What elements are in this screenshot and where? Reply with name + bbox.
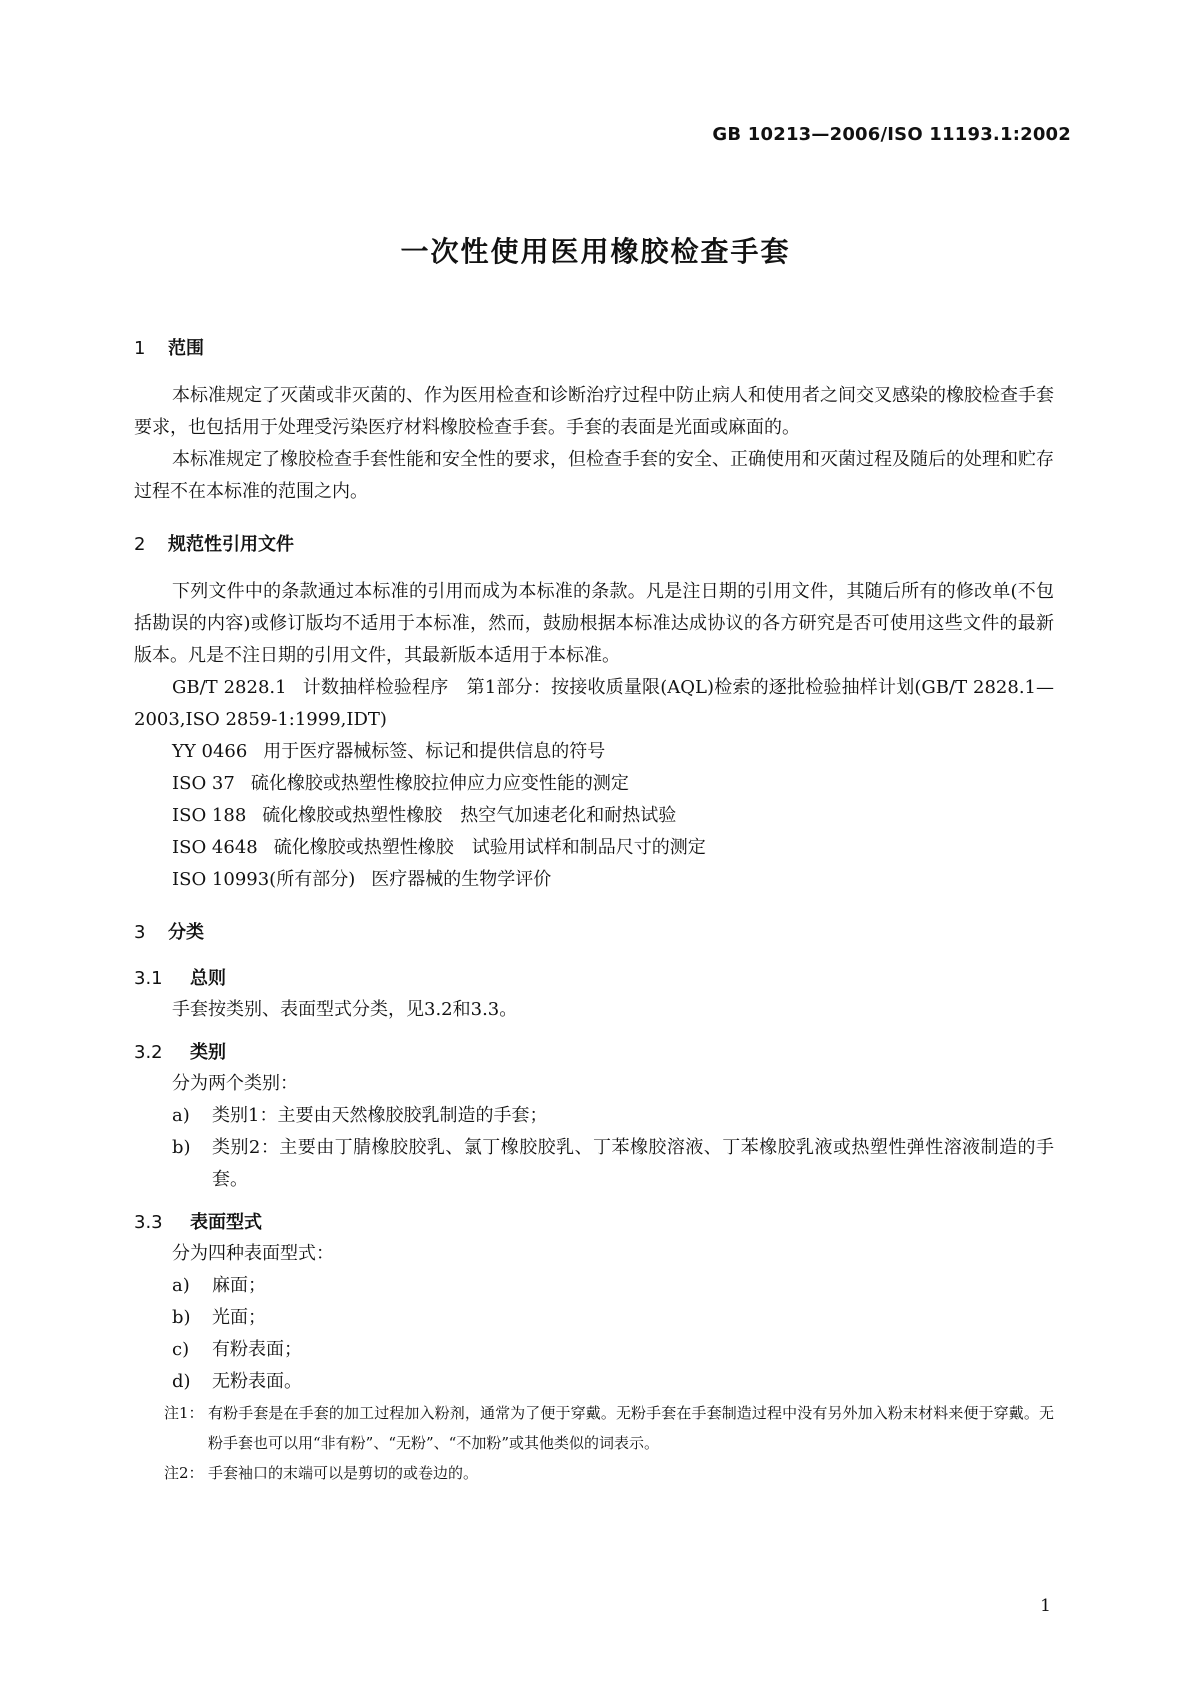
reference-item xyxy=(134,832,1054,864)
reference-title: 计数抽样检验程序 第1部分：按接收质量限(AQL)检索的逐批检验抽样计划(GB/T 2828.1—2003,ISO 2859-1:1999,IDT) xyxy=(134,677,1054,730)
subsection-title: 表面型式 xyxy=(190,1212,262,1233)
subsection-title: 总则 xyxy=(190,968,226,989)
list-item xyxy=(134,1334,1054,1366)
list-item xyxy=(134,1270,1054,1302)
section-3-heading xyxy=(134,918,1054,944)
reference-item xyxy=(134,768,1054,800)
section-number: 2 xyxy=(134,534,146,555)
page-number: 1 xyxy=(1040,1596,1051,1616)
note xyxy=(134,1458,1054,1488)
subsection-number: 3.1 xyxy=(134,968,163,989)
reference-title: 硫化橡胶或热塑性橡胶 热空气加速老化和耐热试验 xyxy=(262,805,677,826)
list-item xyxy=(134,1132,1054,1196)
scope-paragraph: 本标准规定了灭菌或非灭菌的、作为医用检查和诊断治疗过程中防止病人和使用者之间交叉感染的橡胶检查手套要求，也包括用于处理受污染医疗材料橡胶检查手套。手套的表面是光面或麻面的。 xyxy=(134,385,1054,438)
list-marker: d) xyxy=(172,1371,191,1392)
reference-code: ISO 37 xyxy=(172,773,235,794)
reference-code: GB/T 2828.1 xyxy=(172,677,287,698)
reference-title: 用于医疗器械标签、标记和提供信息的符号 xyxy=(263,741,606,762)
section-2-heading xyxy=(134,530,1054,556)
list-marker: c) xyxy=(172,1339,190,1360)
list-item xyxy=(134,1366,1054,1398)
reference-title: 医疗器械的生物学评价 xyxy=(371,869,552,890)
section-number: 3 xyxy=(134,922,146,943)
reference-code: ISO 10993(所有部分) xyxy=(172,869,356,890)
document-body xyxy=(134,334,1054,1488)
note xyxy=(134,1398,1054,1458)
list-marker: a) xyxy=(172,1105,190,1126)
reference-title: 硫化橡胶或热塑性橡胶拉伸应力应变性能的测定 xyxy=(250,773,629,794)
general-text: 手套按类别、表面型式分类，见3.2和3.3。 xyxy=(172,999,518,1020)
subsection-number: 3.3 xyxy=(134,1212,163,1233)
section-title: 范围 xyxy=(168,338,204,359)
list-text: 麻面； xyxy=(212,1275,266,1296)
subsection-title: 类别 xyxy=(190,1042,226,1063)
list-text: 类别1：主要由天然橡胶胶乳制造的手套； xyxy=(212,1105,548,1126)
reference-item xyxy=(134,672,1054,736)
reference-title: 硫化橡胶或热塑性橡胶 试验用试样和制品尺寸的测定 xyxy=(273,837,706,858)
subsection-3-3-heading xyxy=(134,1208,1054,1234)
subsection-3-2-heading xyxy=(134,1038,1054,1064)
list-item xyxy=(134,1302,1054,1334)
list-text: 类别2：主要由丁腈橡胶胶乳、氯丁橡胶胶乳、丁苯橡胶溶液、丁苯橡胶乳液或热塑性弹性溶液制造的手套。 xyxy=(212,1137,1054,1190)
section-number: 1 xyxy=(134,338,146,359)
note-label: 注1： xyxy=(164,1404,204,1422)
list-text: 有粉表面； xyxy=(212,1339,302,1360)
subsection-number: 3.2 xyxy=(134,1042,163,1063)
reference-item xyxy=(134,736,1054,768)
standard-code: GB 10213—2006/ISO 11193.1:2002 xyxy=(712,124,1071,145)
reference-code: ISO 188 xyxy=(172,805,247,826)
list-item xyxy=(134,1100,1054,1132)
subsection-3-1-heading xyxy=(134,964,1054,990)
reference-code: YY 0466 xyxy=(172,741,248,762)
reference-item xyxy=(134,800,1054,832)
category-lead: 分为两个类别： xyxy=(172,1073,298,1094)
section-title: 分类 xyxy=(168,922,204,943)
list-text: 光面； xyxy=(212,1307,266,1328)
list-marker: a) xyxy=(172,1275,190,1296)
section-title: 规范性引用文件 xyxy=(168,534,294,555)
section-1-heading xyxy=(134,334,1054,360)
list-marker: b) xyxy=(172,1307,191,1328)
scope-paragraph: 本标准规定了橡胶检查手套性能和安全性的要求，但检查手套的安全、正确使用和灭菌过程及随后的处理和贮存过程不在本标准的范围之内。 xyxy=(134,449,1054,502)
list-text: 无粉表面。 xyxy=(212,1371,302,1392)
reference-item xyxy=(134,864,1054,896)
note-text: 有粉手套是在手套的加工过程加入粉剂，通常为了便于穿戴。无粉手套在手套制造过程中没有另外加入粉末材料来便于穿戴。无粉手套也可以用“非有粉”、“无粉”、“不加粉”或其他类似的词表示。 xyxy=(208,1404,1054,1452)
note-text: 手套袖口的末端可以是剪切的或卷边的。 xyxy=(208,1464,479,1482)
reference-code: ISO 4648 xyxy=(172,837,258,858)
surface-lead: 分为四种表面型式： xyxy=(172,1243,334,1264)
note-label: 注2： xyxy=(164,1464,204,1482)
list-marker: b) xyxy=(172,1137,191,1158)
references-intro: 下列文件中的条款通过本标准的引用而成为本标准的条款。凡是注日期的引用文件，其随后所有的修改单(不包括勘误的内容)或修订版均不适用于本标准，然而，鼓励根据本标准达成协议的各方研究是否可使用这些文件的最新版本。凡是不注日期的引用文件，其最新版本适用于本标准。 xyxy=(134,581,1054,666)
document-title: 一次性使用医用橡胶检查手套 xyxy=(400,235,791,268)
